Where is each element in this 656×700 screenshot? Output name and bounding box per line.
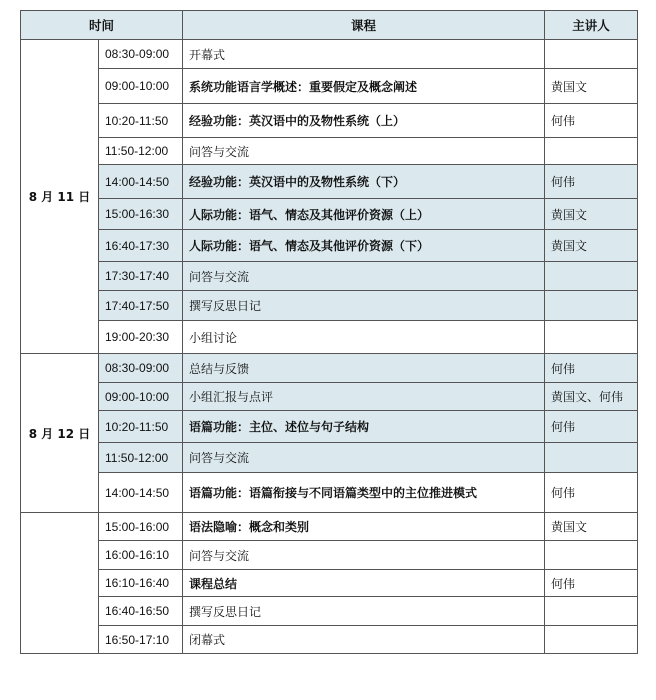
schedule-row [21, 104, 638, 138]
speaker-cell: 黄国文、何伟 [545, 383, 638, 411]
speaker-cell: 何伟 [545, 104, 638, 138]
schedule-row [21, 69, 638, 104]
schedule-row [21, 626, 638, 654]
time-cell: 08:30-09:00 [99, 40, 183, 69]
course-cell: 经验功能：英汉语中的及物性系统（下） [183, 165, 545, 199]
speaker-cell: 黄国文 [545, 69, 638, 104]
time-cell: 09:00-10:00 [99, 69, 183, 104]
time-cell: 11:50-12:00 [99, 138, 183, 165]
time-cell: 16:00-16:10 [99, 541, 183, 570]
schedule-table [20, 10, 638, 654]
header-time: 时间 [21, 11, 183, 40]
schedule-row [21, 165, 638, 199]
course-cell: 人际功能：语气、情态及其他评价资源（上） [183, 199, 545, 230]
schedule-row [21, 513, 638, 541]
speaker-cell: 何伟 [545, 473, 638, 513]
day-date-cell: 8 月 12 日 [21, 354, 99, 513]
time-cell: 15:00-16:30 [99, 199, 183, 230]
course-cell: 系统功能语言学概述：重要假定及概念阐述 [183, 69, 545, 104]
course-cell: 课程总结 [183, 570, 545, 597]
speaker-cell [545, 443, 638, 473]
schedule-row [21, 199, 638, 230]
time-cell: 11:50-12:00 [99, 443, 183, 473]
time-cell: 16:50-17:10 [99, 626, 183, 654]
speaker-cell: 黄国文 [545, 230, 638, 262]
schedule-row [21, 230, 638, 262]
course-cell: 问答与交流 [183, 262, 545, 291]
course-cell: 问答与交流 [183, 541, 545, 570]
schedule-row [21, 354, 638, 383]
course-cell: 总结与反馈 [183, 354, 545, 383]
time-cell: 14:00-14:50 [99, 165, 183, 199]
speaker-cell: 何伟 [545, 570, 638, 597]
time-cell: 19:00-20:30 [99, 321, 183, 354]
schedule-row [21, 443, 638, 473]
time-cell: 10:20-11:50 [99, 104, 183, 138]
schedule-row [21, 411, 638, 443]
speaker-cell: 何伟 [545, 165, 638, 199]
course-cell: 问答与交流 [183, 138, 545, 165]
schedule-container [20, 10, 638, 654]
header-row [21, 11, 638, 40]
day-date-cell: 8 月 11 日 [21, 40, 99, 354]
schedule-row [21, 383, 638, 411]
speaker-cell: 黄国文 [545, 513, 638, 541]
schedule-row [21, 597, 638, 626]
time-cell: 10:20-11:50 [99, 411, 183, 443]
schedule-row [21, 473, 638, 513]
schedule-row [21, 262, 638, 291]
speaker-cell [545, 321, 638, 354]
speaker-cell [545, 541, 638, 570]
course-cell: 经验功能：英汉语中的及物性系统（上） [183, 104, 545, 138]
speaker-cell [545, 262, 638, 291]
time-cell: 15:00-16:00 [99, 513, 183, 541]
time-cell: 16:40-17:30 [99, 230, 183, 262]
header-speaker: 主讲人 [545, 11, 638, 40]
course-cell: 开幕式 [183, 40, 545, 69]
course-cell: 闭幕式 [183, 626, 545, 654]
speaker-cell [545, 597, 638, 626]
speaker-cell [545, 138, 638, 165]
time-cell: 17:30-17:40 [99, 262, 183, 291]
speaker-cell: 黄国文 [545, 199, 638, 230]
schedule-row [21, 138, 638, 165]
speaker-cell: 何伟 [545, 411, 638, 443]
course-cell: 小组讨论 [183, 321, 545, 354]
course-cell: 撰写反思日记 [183, 291, 545, 321]
schedule-row [21, 570, 638, 597]
speaker-cell: 何伟 [545, 354, 638, 383]
speaker-cell [545, 40, 638, 69]
speaker-cell [545, 626, 638, 654]
course-cell: 语法隐喻：概念和类别 [183, 513, 545, 541]
time-cell: 17:40-17:50 [99, 291, 183, 321]
time-cell: 16:10-16:40 [99, 570, 183, 597]
schedule-row [21, 541, 638, 570]
time-cell: 14:00-14:50 [99, 473, 183, 513]
header-course: 课程 [183, 11, 545, 40]
course-cell: 小组汇报与点评 [183, 383, 545, 411]
course-cell: 语篇功能：语篇衔接与不同语篇类型中的主位推进模式 [183, 473, 545, 513]
time-cell: 16:40-16:50 [99, 597, 183, 626]
schedule-row [21, 291, 638, 321]
schedule-body [21, 40, 638, 654]
course-cell: 撰写反思日记 [183, 597, 545, 626]
course-cell: 问答与交流 [183, 443, 545, 473]
speaker-cell [545, 291, 638, 321]
schedule-row [21, 321, 638, 354]
course-cell: 人际功能：语气、情态及其他评价资源（下） [183, 230, 545, 262]
schedule-row [21, 40, 638, 69]
time-cell: 09:00-10:00 [99, 383, 183, 411]
course-cell: 语篇功能：主位、述位与句子结构 [183, 411, 545, 443]
time-cell: 08:30-09:00 [99, 354, 183, 383]
day-date-cell [21, 513, 99, 654]
